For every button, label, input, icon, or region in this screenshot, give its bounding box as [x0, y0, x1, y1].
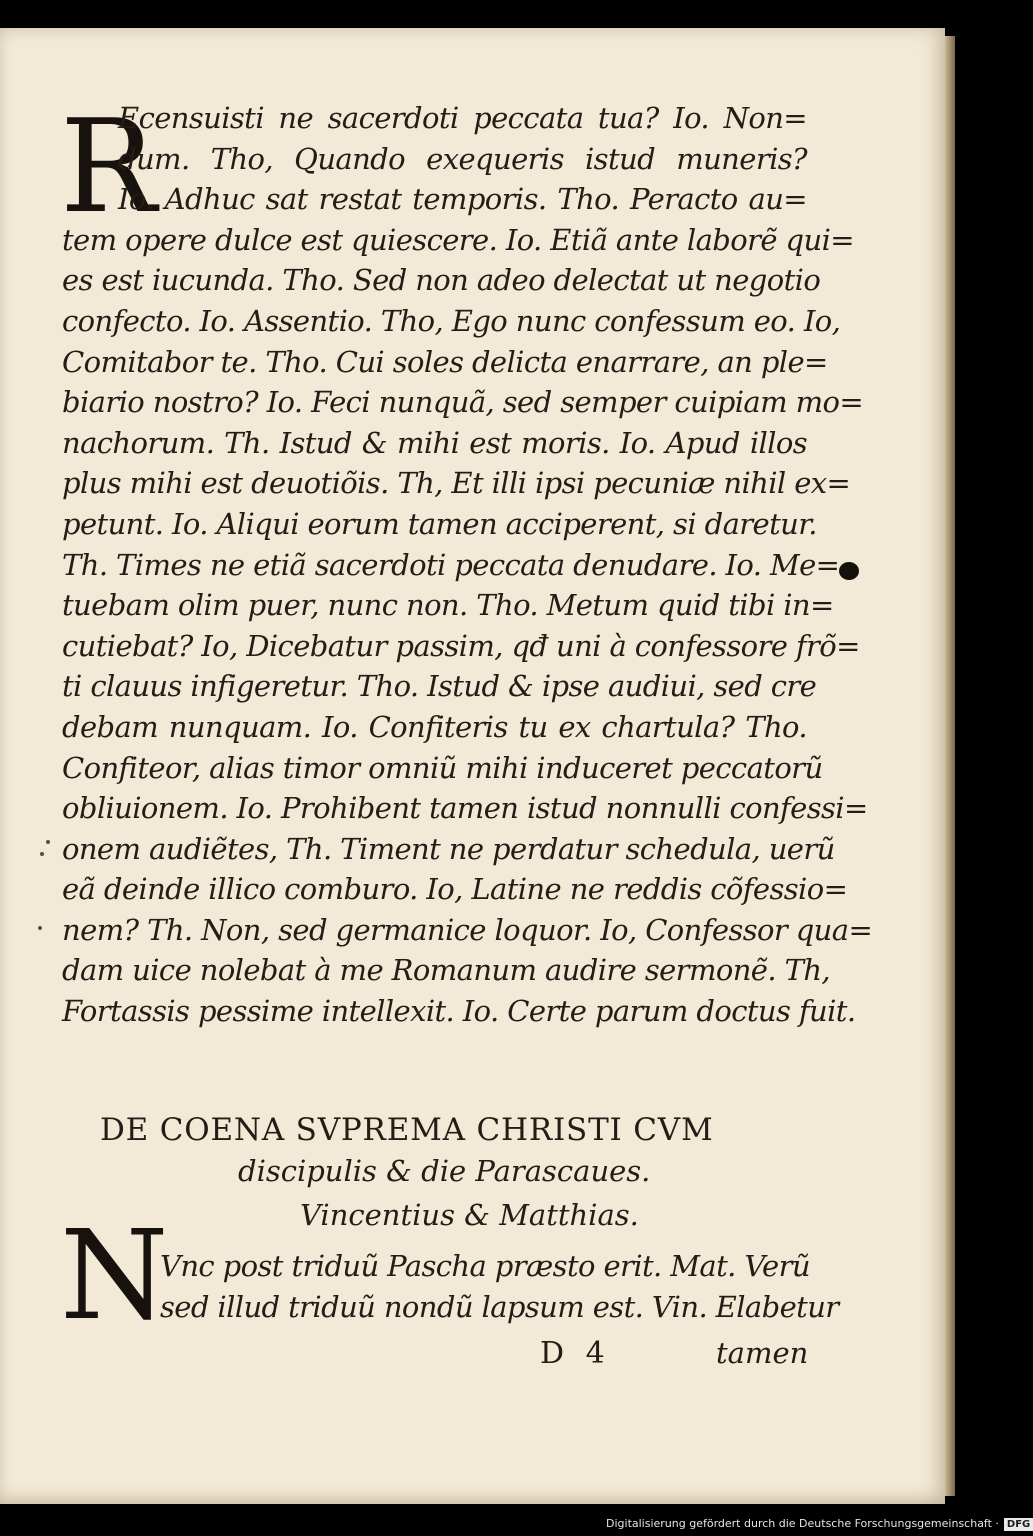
text-line: dum. Tho, Quando exequeris istud muneris? — [118, 141, 807, 176]
margin-speck — [46, 840, 50, 844]
text-line: debam nunquam. Io. Confiteris tu ex chartula? Tho. — [62, 709, 807, 744]
book-page — [0, 28, 945, 1504]
drop-cap-r: R — [60, 93, 157, 242]
text-line: es est iucunda. Tho. Sed non adeo delectat ut negotio — [62, 263, 821, 298]
text-line: confecto. Io. Assentio. Tho, Ego nunc confessum eo. Io, — [62, 303, 841, 338]
text-line: Fortassis pessime intellexit. Io. Certe parum doctus fuit. — [62, 994, 856, 1029]
text-line: Ecensuisti ne sacerdoti peccata tua? Io. Non= — [118, 101, 807, 135]
text-line: cutiebat? Io, Dicebatur passim, qđ uni à confessore frõ= — [62, 628, 860, 663]
text-line: Comitabor te. Tho. Cui soles delicta enarrare, an ple= — [62, 344, 828, 379]
text-line: Vnc post triduũ Pascha præsto erit. Mat. Verũ — [160, 1249, 810, 1283]
signature-mark: D 4 — [540, 1336, 611, 1371]
dialogue-speakers: Vincentius & Matthias. — [300, 1198, 639, 1232]
text-line: nachorum. Th. Istud & mihi est moris. Io. Apud illos — [62, 425, 807, 460]
text-line: sed illud triduũ nondũ lapsum est. Vin. Elabetur — [160, 1289, 839, 1324]
text-line: plus mihi est deuotiõis. Th, Et illi ipsi pecuniæ nihil ex= — [62, 466, 851, 501]
page-edge — [945, 36, 955, 1496]
margin-speck — [38, 926, 42, 930]
text-line: obliuionem. Io. Prohibent tamen istud nonnulli confessi= — [62, 791, 868, 826]
text-line: eã deinde illico comburo. Io, Latine ne reddis cõfessio= — [62, 872, 848, 907]
text-line: ti clauus infigeretur. Tho. Istud & ipse audiui, sed cre — [62, 669, 817, 704]
section-subheading: discipulis & die Parascaues. — [238, 1154, 651, 1188]
second-text-block — [160, 1246, 839, 1327]
digitization-footer — [606, 1517, 1033, 1531]
main-text-block — [60, 93, 873, 1032]
text-line: onem audiẽtes, Th. Timent ne perdatur schedula, uerũ — [62, 831, 835, 866]
ink-blot — [839, 562, 859, 580]
margin-speck — [40, 852, 44, 856]
text-line: Th. Times ne etiã sacerdoti peccata denudare. Io. Me= — [62, 547, 840, 582]
catchword: tamen — [716, 1336, 809, 1370]
text-line: nem? Th. Non, sed germanice loquor. Io, Confessor qua= — [62, 912, 873, 947]
text-line: tuebam olim puer, nunc non. Tho. Metum quid tibi in= — [62, 588, 834, 623]
text-line: tem opere dulce est quiescere. Io. Etiã ante laborẽ qui= — [62, 222, 854, 257]
text-line: Confiteor, alias timor omniũ mihi induceret peccatorũ — [62, 750, 823, 785]
text-line: dam uice nolebat à me Romanum audire sermonẽ. Th, — [62, 953, 831, 988]
footer-text: Digitalisierung gefördert durch die Deutsche Forschungsgemeinschaft · — [606, 1517, 999, 1530]
text-line: biario nostro? Io. Feci nunquã, sed semper cuipiam mo= — [62, 385, 864, 420]
text-line: petunt. Io. Aliqui eorum tamen acciperent, si daretur. — [62, 506, 817, 541]
section-heading: DE COENA SVPREMA CHRISTI CVM — [100, 1112, 714, 1148]
text-line: Io. Adhuc sat restat temporis. Tho. Peracto au= — [118, 182, 807, 217]
drop-cap-n: N — [60, 1204, 169, 1348]
dfg-logo: DFG — [1004, 1518, 1033, 1531]
